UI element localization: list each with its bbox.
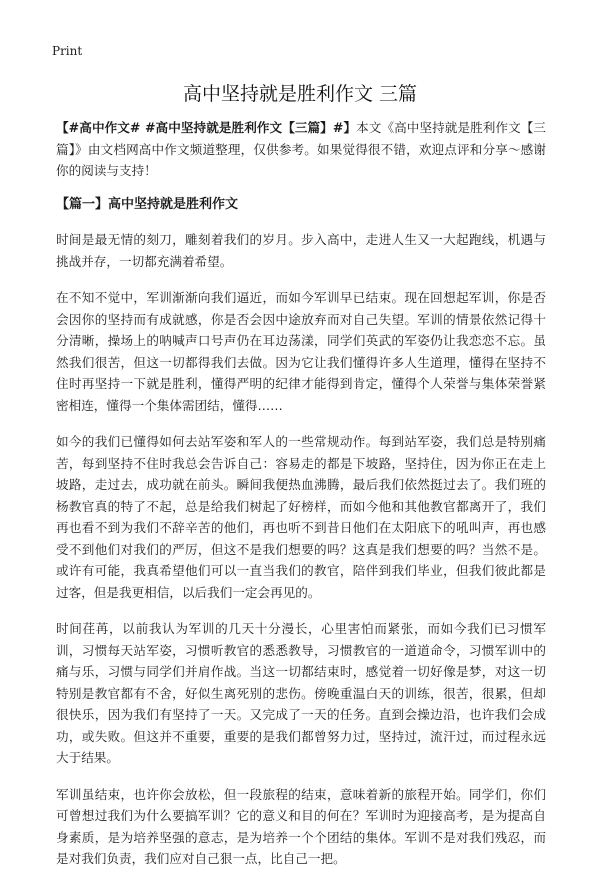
paragraph-1: 时间是最无情的刻刀，雕刻着我们的岁月。步入高中，走进人生又一大起跑线，机遇与挑战并存，一切都充满着希望。 [56, 232, 546, 269]
intro-tag: 【#高中作文# #高中坚持就是胜利作文【三篇】#】 [56, 120, 357, 135]
paragraph-2: 在不知不觉中，军训渐渐向我们逼近，而如今军训早已结束。现在回想起军训，你是否会因你的坚持而有成就感，你是否会因中途放弃而对自己失望。军训的情景依然记得十分清晰，操场上的呐喊声口号声仍在耳边荡漾，同学们英武的军姿仍让我恋恋不忘。虽然我们很苦，但这一切都得我们去做。因为它让我们懂得许多人生道理，懂得在坚持不住时再坚持一下就是胜利，懂得严明的纪律才能得到肯定，懂得个人荣誉与集体荣誉紧密相连，懂得一个集体需团结，懂得…… [56, 290, 546, 413]
document-body [56, 117, 546, 885]
print-label[interactable]: Print [52, 44, 83, 58]
paragraph-4: 时间荏苒，以前我认为军训的几天十分漫长，心里害怕而紧张，而如今我们已习惯军训，习惯每天站军姿，习惯听教官的悉悉教导，习惯教官的一道道命令，习惯军训中的痛与乐，习惯与同学们并肩作战。当这一切都结束时，感觉着一切好像是梦，对这一切特别是教官都有不舍，好似生离死别的悲伤。傍晚重温白天的训练，很苦，很累，但却很快乐，因为我们有坚持了一天。又完成了一天的任务。直到会操边沿，也许我们会成功，或失败。但这并不重要，重要的是我们都曾努力过，坚持过，流汗过，而过程永远大于结果。 [56, 621, 546, 765]
intro-paragraph [56, 117, 546, 182]
intro-text: 本文《高中坚持就是胜利作文【三篇】》由文档网高中作文频道整理，仅供参考。如果觉得很不错，欢迎点评和分享～感谢你的阅读与支持！ [56, 120, 547, 178]
paragraph-3: 如今的我们已懂得如何去站军姿和军人的一些常规动作。每到站军姿，我们总是特别痛苦，每到坚持不住时我总会告诉自己：容易走的都是下坡路，坚持住，因为你正在走上坡路，走过去，成功就在前头。瞬间我便热血沸腾，最后我们依然挺过去了。我们班的杨教官真的特了不起，总是给我们树起了好榜样，而如今他和其他教官都离开了，我们再也看不到为我们不辞辛苦的他们，再也听不到昔日他们在太阳底下的吼叫声，再也感受不到他们对我们的严厉，但这不是我们想要的吗？这真是我们想要的吗？当然不是。或许有可能，我真希望他们可以一直当我们的教官，陪伴到我们毕业，但我们彼此都是过客，但是我更相信，以后我们一定会再见的。 [56, 434, 546, 600]
paragraph-5: 军训虽结束，也许你会放松，但一段旅程的结束，意味着新的旅程开始。同学们，你们可曾想过我们为什么要搞军训？它的意义和目的何在？军训时为迎接高考，是为提高自身素质，是为培养坚强的意志，是为培养一个个团结的集体。军训不是对我们残忍，而是对我们负责，我们应对自己狠一点，比自己一把。 [56, 786, 546, 866]
section-heading: 【篇一】高中坚持就是胜利作文 [56, 196, 239, 212]
document-title: 高中坚持就是胜利作文 三篇 [182, 83, 418, 105]
